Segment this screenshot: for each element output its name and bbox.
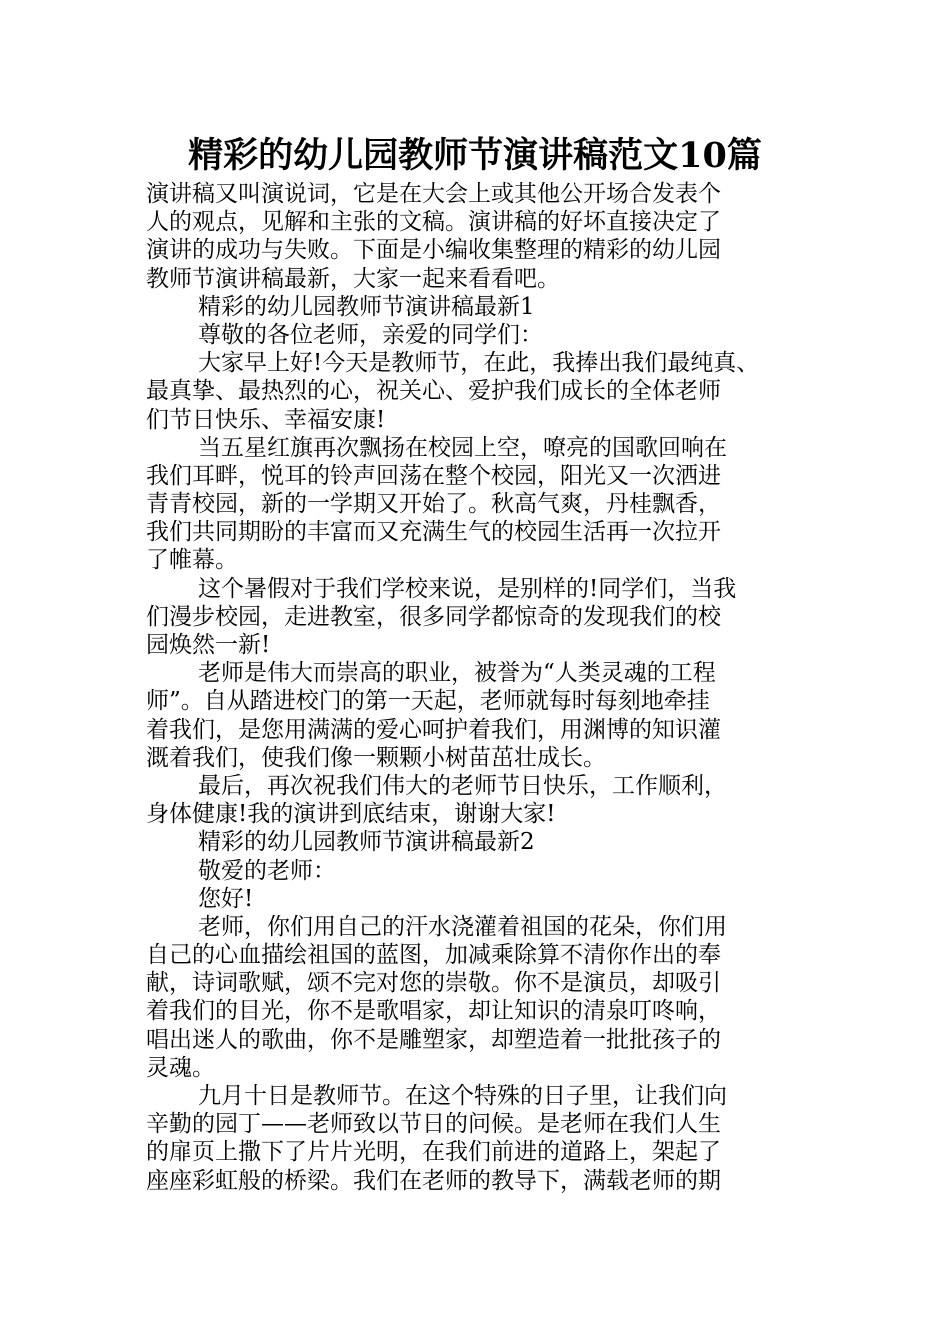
paragraph-line: 身体健康!我的演讲到底结束，谢谢大家!: [146, 801, 556, 828]
paragraph-line: 演讲稿又叫演说词，它是在大会上或其他公开场合发表个: [146, 181, 721, 207]
paragraph: [146, 913, 806, 1082]
paragraph: [146, 659, 806, 772]
paragraph-line: 这个暑假对于我们学校来说，是别样的!同学们，当我: [198, 575, 737, 602]
paragraph: [146, 772, 806, 828]
paragraph-line: 青青校园，新的一学期又开始了。秋高气爽，丹桂飘香，: [146, 491, 721, 518]
paragraph: [146, 575, 806, 660]
paragraph-line: 大家早上好!今天是教师节，在此，我捧出我们最纯真、: [198, 350, 760, 377]
paragraph-line: 精彩的幼儿园教师节演讲稿最新1: [198, 293, 535, 320]
paragraph-line: 您好!: [198, 885, 254, 912]
paragraph-line: 的扉页上撒下了片片光明，在我们前进的道路上，架起了: [146, 1139, 721, 1166]
paragraph: [146, 293, 806, 321]
paragraph: [146, 434, 806, 575]
paragraph-line: 人的观点，见解和主张的文稿。演讲稿的好坏直接决定了: [146, 209, 721, 236]
paragraph-line: 教师节演讲稿最新，大家一起来看看吧。: [146, 265, 560, 292]
paragraph-line: 当五星红旗再次飘扬在校园上空，嘹亮的国歌回响在: [198, 434, 727, 461]
paragraph-line: 演讲的成功与失败。下面是小编收集整理的精彩的幼儿园: [146, 237, 721, 264]
paragraph-line: 座座彩虹般的桥梁。我们在老师的教导下，满载老师的期: [146, 1167, 721, 1194]
paragraph-line: 着我们的目光，你不是歌唱家，却让知识的清泉叮咚响，: [146, 998, 721, 1025]
paragraph-line: 灵魂。: [146, 1054, 215, 1081]
paragraph-line: 师”。自从踏进校门的第一天起，老师就每时每刻地牵挂: [146, 688, 710, 715]
paragraph-line: 最真挚、最热烈的心，祝关心、爱护我们成长的全体老师: [146, 378, 721, 405]
paragraph: [146, 828, 806, 856]
paragraph-line: 们节日快乐、幸福安康!: [146, 406, 386, 433]
paragraph: [146, 885, 806, 913]
paragraph-line: 我们共同期盼的丰富而又充满生气的校园生活再一次拉开: [146, 519, 721, 546]
paragraph-line: 唱出迷人的歌曲，你不是雕塑家，却塑造着一批批孩子的: [146, 1026, 721, 1053]
paragraph-line: 着我们，是您用满满的爱心呵护着我们，用渊博的知识灌: [146, 716, 721, 743]
paragraph-line: 我们耳畔，悦耳的铃声回荡在整个校园，阳光又一次洒进: [146, 462, 721, 489]
paragraph-line: 们漫步校园，走进教室，很多同学都惊奇的发现我们的校: [146, 603, 721, 630]
paragraph-line: 敬爱的老师：: [198, 857, 336, 884]
paragraph-line: 九月十日是教师节。在这个特殊的日子里，让我们向: [198, 1083, 727, 1109]
paragraph-line: 最后，再次祝我们伟大的老师节日快乐，工作顺利，: [198, 772, 727, 799]
paragraph-line: 精彩的幼儿园教师节演讲稿最新2: [198, 829, 535, 856]
paragraph-line: 献，诗词歌赋，颂不完对您的崇敬。你不是演员，却吸引: [146, 970, 721, 997]
paragraph-line: 尊敬的各位老师，亲爱的同学们：: [198, 321, 543, 348]
paragraph-line: 溉着我们，使我们像一颗颗小树苗茁壮成长。: [146, 744, 606, 771]
document-title: 精彩的幼儿园教师节演讲稿范文10篇: [188, 135, 762, 176]
paragraph-line: 自己的心血描绘祖国的蓝图，加减乘除算不清你作出的奉: [146, 942, 721, 969]
paragraph-line: 老师是伟大而崇高的职业，被誉为“人类灵魂的工程: [198, 660, 716, 687]
paragraph: [146, 180, 806, 293]
paragraph-line: 老师，你们用自己的汗水浇灌着祖国的花朵，你们用: [198, 913, 727, 940]
paragraph-line: 园焕然一新!: [146, 632, 271, 658]
document-body: [146, 180, 806, 1195]
paragraph: [146, 321, 806, 349]
paragraph: [146, 1082, 806, 1195]
paragraph: [146, 857, 806, 885]
paragraph-line: 辛勤的园丁——老师致以节日的问候。是老师在我们人生: [146, 1111, 721, 1138]
paragraph: [146, 349, 806, 434]
paragraph-line: 了帷幕。: [146, 547, 238, 574]
